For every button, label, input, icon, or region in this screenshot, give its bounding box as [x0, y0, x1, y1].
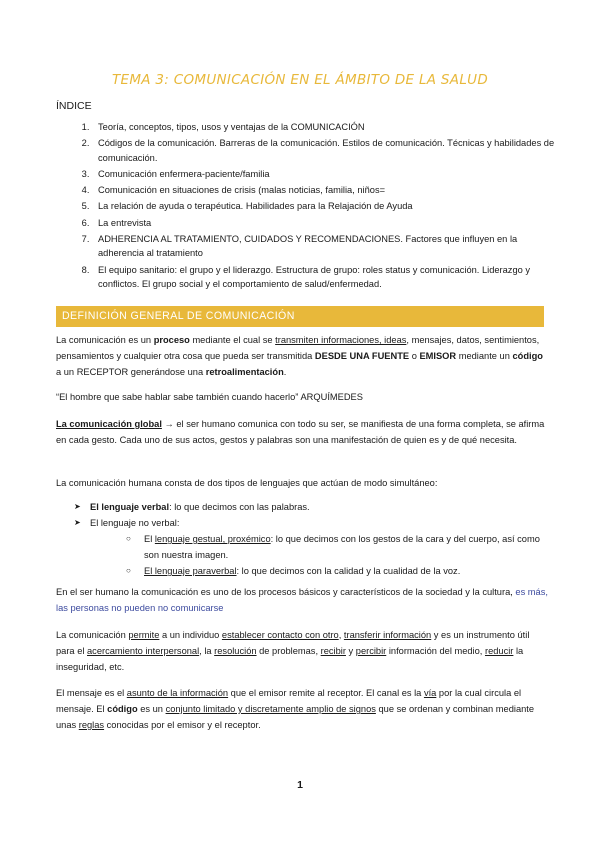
text-run: mediante el cual se — [189, 335, 276, 345]
text-run: mediante un — [456, 351, 513, 361]
page-number: 1 — [297, 779, 303, 791]
text-run: que el emisor remite al receptor. El canal es la — [228, 688, 424, 698]
text-run: conjunto limitado y discretamente amplio de signos — [165, 704, 376, 714]
text-run: información del medio, — [386, 646, 485, 656]
text-run: conocidas por el emisor y el receptor. — [104, 720, 261, 730]
text-run: DESDE UNA FUENTE — [314, 351, 410, 361]
text-run: transmiten informaciones, ideas — [275, 335, 407, 345]
circle-bullet-icon: ○ — [126, 566, 131, 575]
text-run: El lenguaje no verbal: — [90, 518, 180, 528]
text-run: : lo que decimos con las palabras. — [169, 502, 310, 512]
text-run: la inseguridad, etc. — [56, 646, 524, 672]
text-run: . — [283, 367, 287, 377]
text-run: En el ser humano la comunicación es uno de los procesos básicos y característicos de la sociedad y la cultura, — [56, 587, 516, 597]
text-run: código — [107, 704, 138, 714]
text-run: percibir — [355, 646, 387, 656]
text-run: a un individuo — [159, 630, 222, 640]
text-run: a un — [56, 367, 77, 377]
text-run: establecer contacto con otro — [221, 630, 339, 640]
list-item — [74, 515, 544, 579]
toc-item: 2. Códigos de la comunicación. Barreras de la comunicación. Estilos de comunicación. Técnicas y habilidades de comunicación. — [92, 136, 562, 165]
text-run: , la — [199, 646, 215, 656]
text-run: recibir — [320, 646, 346, 656]
text-run: o — [409, 351, 420, 361]
toc-item: 8. El equipo sanitario: el grupo y el liderazgo. Estructura de grupo: roles status y comunicación. Liderazgo y conflictos. El grupo social y el comportamiento de salud/enfermedad. — [92, 263, 562, 292]
text-run: que se ordenan y combinan mediante unas — [56, 704, 535, 730]
table-of-contents — [56, 120, 562, 293]
toc-item: 4. Comunicación en situaciones de crisis (malas noticias, familia, niños= — [92, 183, 562, 198]
text-run: es un — [137, 704, 166, 714]
toc-item: 1. Teoría, conceptos, tipos, usos y ventajas de la COMUNICACIÓN — [92, 120, 562, 135]
toc-item: 3. Comunicación enfermera-paciente/familia — [92, 167, 562, 182]
text-run: asunto de la información — [126, 688, 229, 698]
text-run: La comunicación — [56, 630, 129, 640]
paragraph-global-communication — [56, 416, 548, 448]
text-run: reglas — [78, 720, 105, 730]
text-run: código — [512, 351, 543, 361]
text-run: El lenguaje paraverbal — [144, 566, 237, 576]
text-run: reducir — [484, 646, 514, 656]
toc-item: 6. La entrevista — [92, 216, 562, 231]
text-run: y es un instrumento útil para el — [56, 630, 530, 656]
document-title: TEMA 3: COMUNICACIÓN EN EL ÁMBITO DE LA SALUD — [111, 72, 489, 88]
paragraph-communication-allows — [56, 627, 548, 675]
language-list — [74, 499, 544, 579]
text-run: permite — [128, 630, 160, 640]
highlighted-text: es más, las personas no pueden no comunicarse — [56, 587, 548, 613]
text-run: : lo que decimos con la calidad y la cualidad de la voz. — [236, 566, 461, 576]
section-heading: DEFINICIÓN GENERAL DE COMUNICACIÓN — [56, 306, 544, 327]
text-run: La comunicación es un — [56, 335, 154, 345]
paragraph-message-channel-code — [56, 685, 548, 733]
text-run: resolución — [214, 646, 257, 656]
arrow-bullet-icon: ➤ — [74, 518, 81, 527]
text-run: acercamiento interpersonal — [87, 646, 200, 656]
sub-list — [90, 531, 544, 579]
sub-list-item — [126, 563, 544, 579]
text-run: : lo que decimos con los gestos de la cara y del cuerpo, así como son nuestra imagen. — [144, 534, 540, 560]
text-run: La comunicación global — [56, 419, 162, 429]
text-run: de problemas, — [256, 646, 321, 656]
text-run: y — [345, 646, 356, 656]
text-run: → el ser humano comunica con todo su ser, se manifiesta de una forma completa, se afirma en cada gesto. Cada uno de sus actos, gestos y palabras son una manifestación de quien es y de qué necesita. — [56, 419, 545, 445]
text-run: generándose una — [128, 367, 206, 377]
sub-list-item — [126, 531, 544, 563]
text-run: El — [144, 534, 155, 544]
list-item — [74, 499, 544, 515]
circle-bullet-icon: ○ — [126, 534, 131, 543]
arrow-bullet-icon: ➤ — [74, 502, 81, 511]
text-run: El mensaje es el — [56, 688, 127, 698]
text-run: vía — [423, 688, 437, 698]
text-run: proceso — [153, 335, 190, 345]
text-run: RECEPTOR — [76, 367, 129, 377]
text-run: retroalimentación — [205, 367, 284, 377]
paragraph-human-process — [56, 584, 548, 616]
paragraph-definition — [56, 332, 548, 380]
text-run: por la cual circula el mensaje. El — [56, 688, 522, 714]
text-run: lenguaje gestual, proxémico — [154, 534, 271, 544]
text-run: , mensajes, datos, sentimientos, pensamientos y cualquier otra cosa que pueda ser transmitida — [56, 335, 540, 361]
toc-item: 7. ADHERENCIA AL TRATAMIENTO, CUIDADOS Y RECOMENDACIONES. Factores que influyen en la adherencia al tratamiento — [92, 232, 562, 261]
index-label: ÍNDICE — [56, 100, 92, 112]
text-run: transferir información — [343, 630, 432, 640]
text-run: EMISOR — [419, 351, 457, 361]
text-run: El lenguaje verbal — [90, 502, 170, 512]
quote: “El hombre que sabe hablar sabe también cuando hacerlo” ARQUÍMEDES — [56, 392, 363, 402]
toc-item: 5. La relación de ayuda o terapéutica. Habilidades para la Relajación de Ayuda — [92, 199, 562, 214]
text-run: , — [338, 630, 344, 640]
paragraph-languages-intro: La comunicación humana consta de dos tipos de lenguajes que actúan de modo simultáneo: — [56, 478, 438, 488]
